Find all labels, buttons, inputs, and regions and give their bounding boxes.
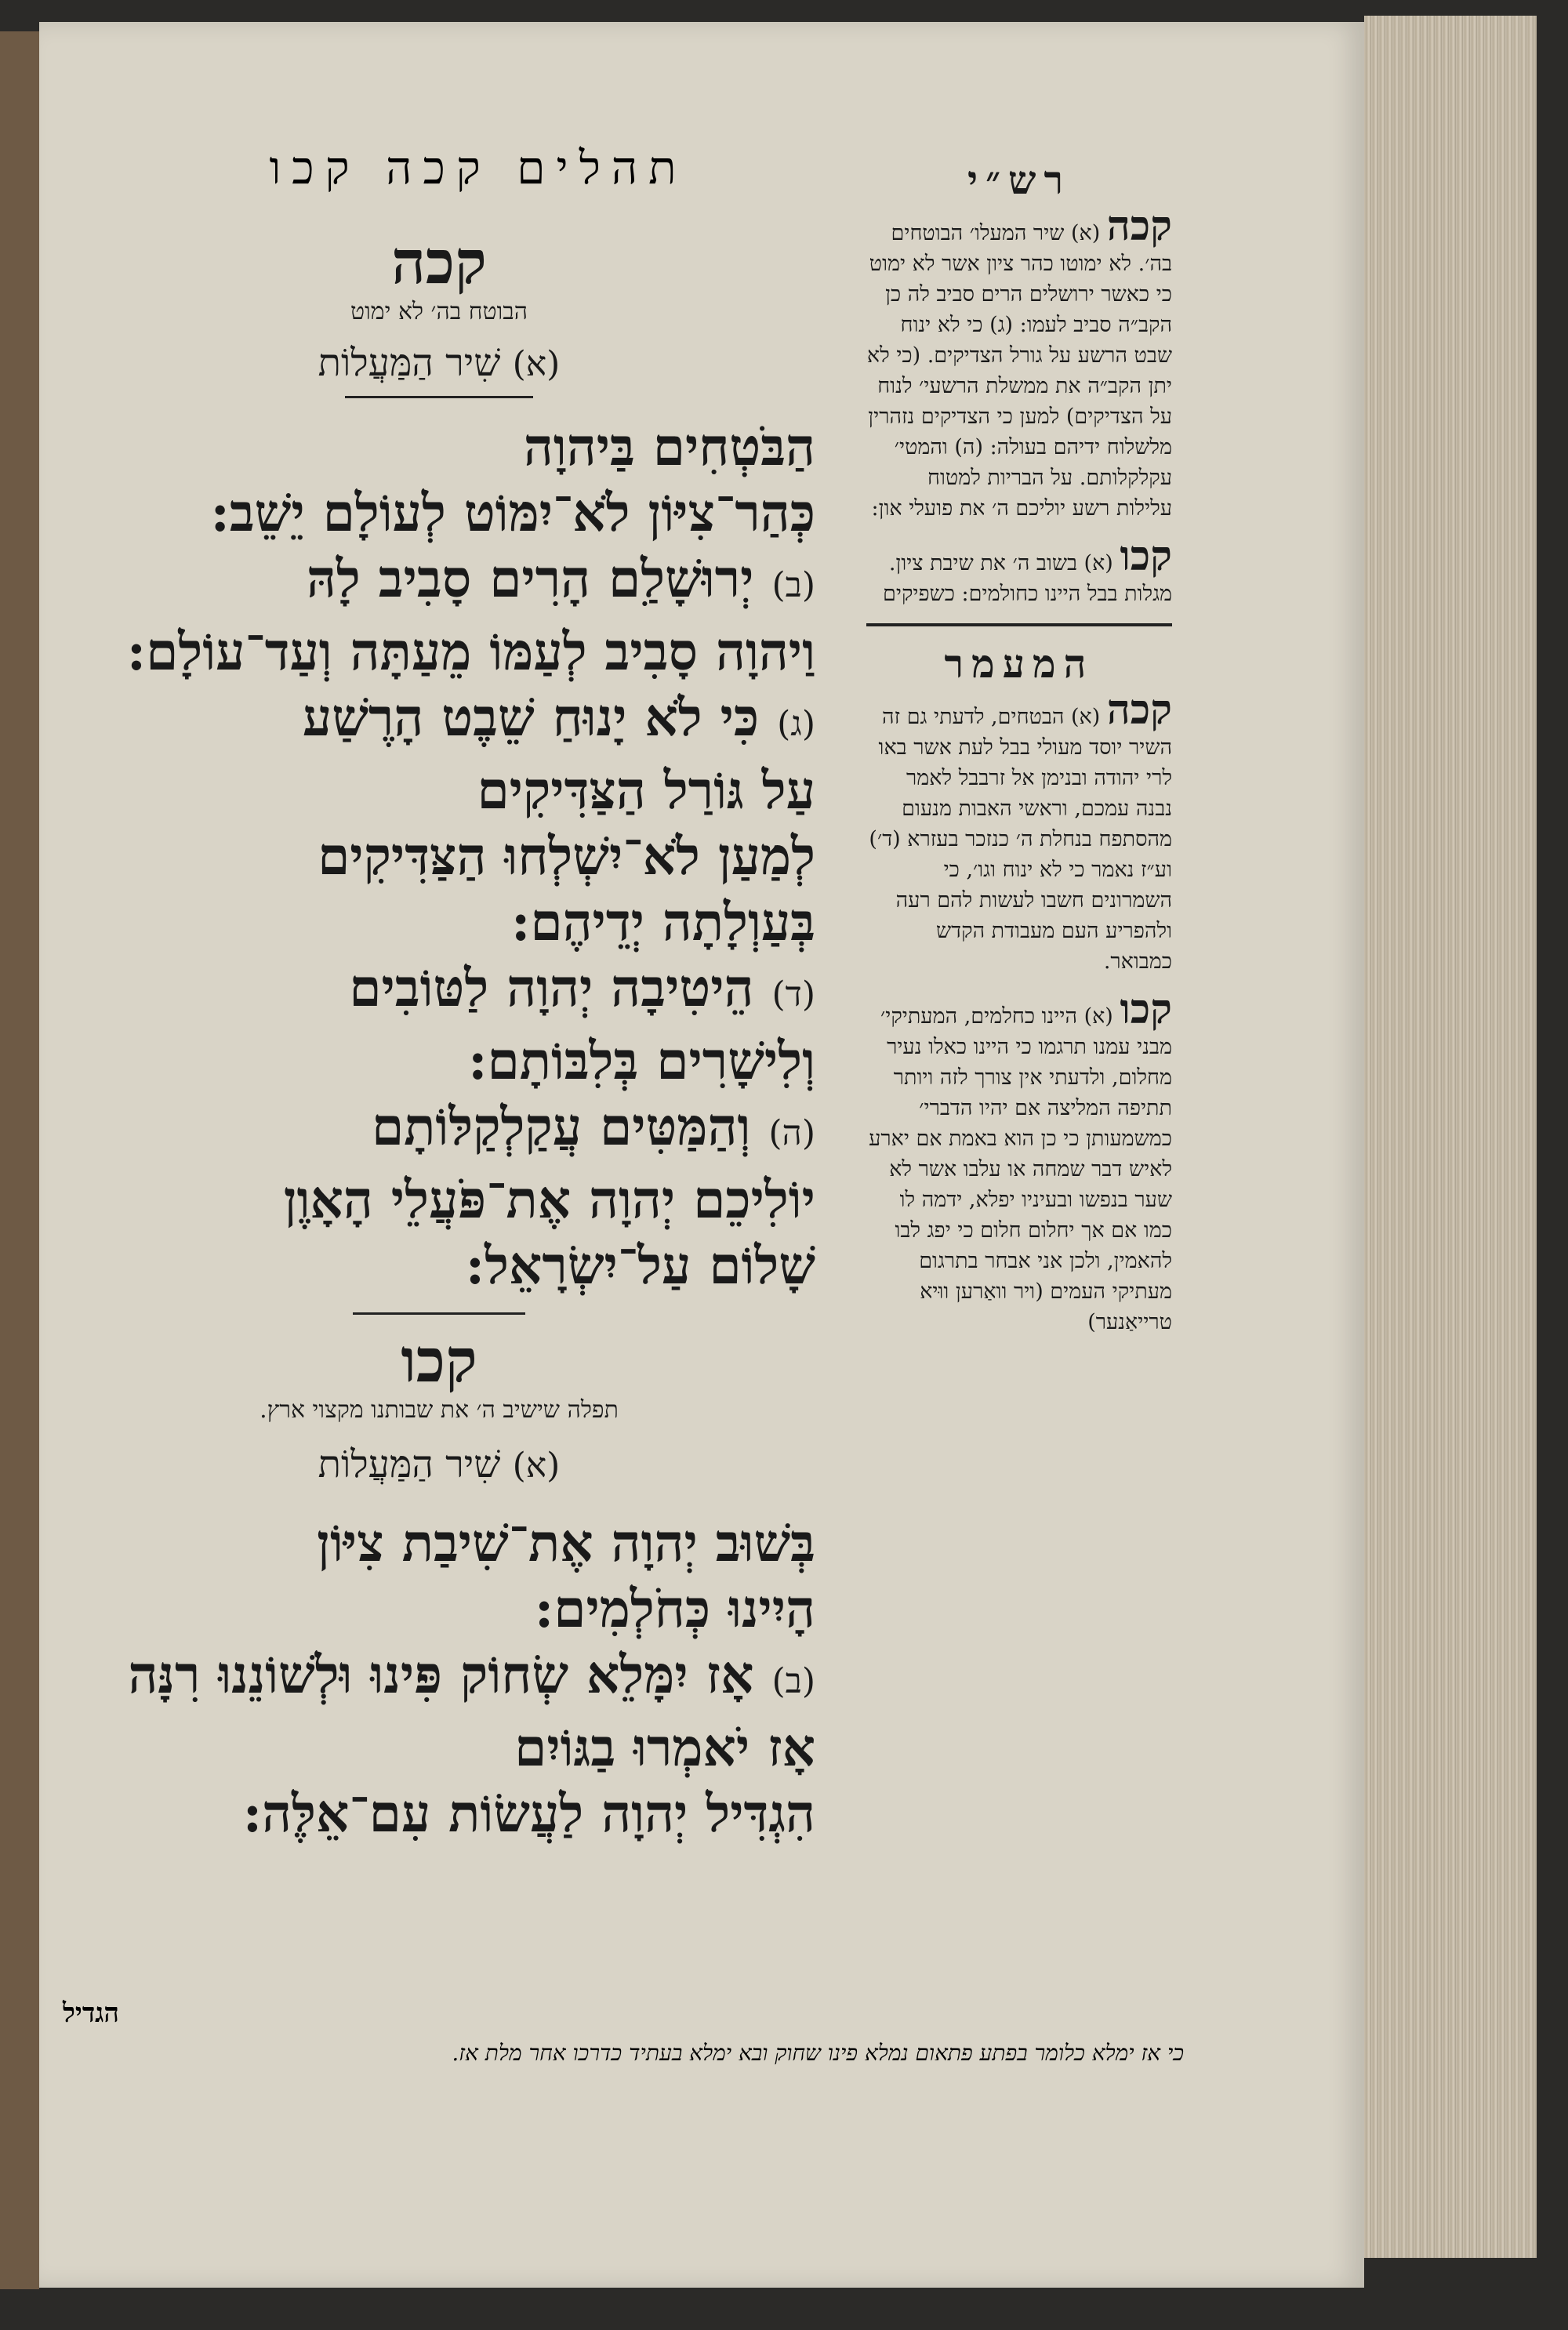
- verse-number: (ב): [771, 1661, 815, 1701]
- verse-text: בְּעַוְלָתָה יְדֵיהֶם:: [511, 891, 815, 953]
- verse-text: יְרוּשָׁלִַם הָרִים סָבִיב לָהּ: [306, 548, 754, 609]
- verse-text: הֵיטִיבָה יְהוָה לַטּוֹבִים: [349, 957, 754, 1018]
- psalm-marker: קכה: [1106, 686, 1172, 734]
- verse-number: (ג): [777, 704, 815, 744]
- psalm-126-verses: [63, 1510, 815, 1846]
- song-of-ascents: שִׁיר הַמַּעֲלוֹת: [318, 1443, 501, 1486]
- verse-line: [63, 955, 815, 1028]
- rashi-heading: רש״י: [967, 157, 1072, 203]
- divider: [345, 396, 533, 398]
- verse-text: לְמַעַן לֹא־יִשְׁלְחוּ הַצַּדִּיקִים: [318, 826, 815, 887]
- psalm-text-column: [63, 227, 815, 1846]
- commentary-text: (א) בשוב ה׳ את שיבת ציון. מגלות בבל היינו כחולמים: כשפיקים: [883, 551, 1172, 606]
- verse-line: [63, 414, 815, 480]
- commentary-paragraph: [866, 532, 1172, 609]
- psalm-125-subtitle: הבוטח בה׳ לא ימוט: [350, 298, 528, 325]
- commentary-paragraph: [866, 202, 1172, 524]
- divider: [866, 623, 1172, 626]
- verse-line: [63, 480, 815, 546]
- meamer-commentary: [866, 686, 1172, 1337]
- verse-line: [63, 1715, 815, 1780]
- verse-number: (א): [512, 1446, 561, 1486]
- page-edges: [1364, 16, 1537, 2258]
- psalm-126-number: קכו: [401, 1326, 477, 1395]
- verse-text: וַיהוָה סָבִיב לְעַמּוֹ מֵעַתָּה וְעַד־עוֹלָם:: [126, 621, 815, 682]
- verse-text: הִגְדִּיל יְהוָה לַעֲשׂוֹת עִם־אֵלֶּה:: [242, 1783, 815, 1844]
- verse-line: [63, 1028, 815, 1094]
- psalm-marker: קכה: [1106, 202, 1172, 250]
- verse-text: כְּהַר־צִיּוֹן לֹא־יִמּוֹט לְעוֹלָם יֵשֵׁב:: [210, 482, 815, 543]
- commentary-text: (א) שיר המעלו׳ הבוטחים בה׳. לא ימוטו כהר ציון אשר לא ימוט כי כאשר ירושלים הרים סביב לה כן הקב״ה סביב לעמו: (ג) כי לא ינוח שבט הרשע על גורל הצדיקים. (כי לא יתן הקב״ה את ממשלת הרשעי׳ לנוח על הצדיקים) למען כי הצדיקים נזהרין מלשלוח ידיהם בעולה: (ה) והמטי׳ עקלקלותם. על הבריות למטוח עלילות רשע יוליכם ה׳ את פועלי און:: [866, 221, 1172, 521]
- verse-text: יוֹלִיכֵם יְהוָה אֶת־פֹּעֲלֵי הָאָוֶן: [283, 1169, 815, 1230]
- verse-text: בְּשׁוּב יְהוָה אֶת־שִׁיבַת צִיּוֹן: [317, 1512, 815, 1573]
- psalm-125-number: קכה: [391, 227, 487, 297]
- verse-text: וְהַמַּטִּים עֲקַלְקַלּוֹתָם: [372, 1096, 751, 1157]
- psalm-126-subtitle: תפלה שישיב ה׳ את שבותנו מקצוי ארץ.: [260, 1396, 619, 1424]
- divider: [353, 1312, 525, 1315]
- verse-number: (א): [512, 344, 561, 384]
- verse-number: (ב): [771, 565, 815, 605]
- psalm-126-title: [63, 1443, 815, 1486]
- verse-line: [63, 619, 815, 684]
- rashi-commentary: [866, 202, 1172, 609]
- verse-text: הָיִינוּ כְּחֹלְמִים:: [534, 1578, 815, 1639]
- psalm-marker: קכו: [1120, 985, 1172, 1033]
- psalm-marker: קכו: [1120, 532, 1172, 580]
- verse-line: [63, 1642, 815, 1715]
- verse-line: [63, 889, 815, 955]
- verse-line: [63, 1780, 815, 1846]
- verse-text: אָז יִמָּלֵא שְׂחוֹק פִּינוּ וּלְשׁוֹנֵנוּ רִנָּה: [128, 1644, 754, 1705]
- footnote: כי אז ימלא כלומר בפתע פתאום נמלא פינו שחוק ובא ימלא בעתיד כדרכו אחר מלת אז.: [452, 2040, 1184, 2066]
- verse-line: [63, 757, 815, 823]
- book-spine: [0, 31, 39, 2289]
- verse-number: (ה): [768, 1113, 815, 1153]
- catchword: הגדיל: [63, 1998, 119, 2029]
- verse-text: אָז יֹאמְרוּ בַגּוֹיִם: [514, 1717, 815, 1778]
- verse-number: (ד): [771, 974, 815, 1014]
- commentary-text: (א) היינו כחלמים, המעתיקי׳ מבני עמנו תרגמו כי היינו כאלו נעיר מחלום, ולדעתי אין צורך לזה ויותר תתיפה המליצה אם יהיו הדברי׳ כמשמעותן כי כן הוא באמת אם יארע לאיש דבר שמחה או עלבו אשר לא שער בנפשו ובעיניו יפלא, ידמה לו כמו אם אך יחלום חלום כי יפג לבו להאמין, ולכן אני אבחר בתרגום מעתיקי העמים (ויר וואַרען ווּיא טרייאַנער): [869, 1004, 1172, 1334]
- commentary-text: (א) הבטחים, לדעתי גם זה השיר יוסד מעולי בבל לעת אשר באו לרי יהודה ובנימן אל זרבבל לאמר נבנה עמכם, וראשי האבות מנעום מהסתפח בנחלת ה׳ כנזכר בעזרא (ד׳) וע״ז נאמר כי לא ינוח וגו׳, כי השמרונים חשבו לעשות להם רעה ולהפריע העם מעבודת הקדש כמבואר.: [869, 705, 1172, 974]
- song-of-ascents: שִׁיר הַמַּעֲלוֹת: [318, 341, 501, 385]
- psalm-125-verses: [63, 414, 815, 1298]
- verse-line: [63, 1576, 815, 1642]
- verse-line: [63, 546, 815, 619]
- psalm-125-title: [63, 341, 815, 385]
- commentary-paragraph: [866, 985, 1172, 1337]
- verse-line: [63, 1510, 815, 1576]
- commentary-column: [866, 157, 1172, 1337]
- commentary-paragraph: [866, 686, 1172, 977]
- verse-text: וְלִישָׁרִים בְּלִבּוֹתָם:: [468, 1030, 815, 1091]
- verse-line: [63, 1094, 815, 1167]
- verse-text: עַל גּוֹרַל הַצַּדִּיקִים: [477, 760, 815, 821]
- verse-line: [63, 684, 815, 757]
- verse-line: [63, 1167, 815, 1232]
- verse-line: [63, 1232, 815, 1298]
- verse-line: [63, 823, 815, 889]
- verse-text: כִּי לֹא יָנוּחַ שֵׁבֶט הָרֶשַׁע: [302, 687, 760, 748]
- verse-text: הַבֹּטְחִים בַּיהוָה: [523, 416, 815, 477]
- verse-text: שָׁלוֹם עַל־יִשְׂרָאֵל:: [465, 1235, 815, 1296]
- meamer-heading: המעמר: [944, 641, 1094, 687]
- running-head: תהלים קכה קכו: [269, 141, 688, 194]
